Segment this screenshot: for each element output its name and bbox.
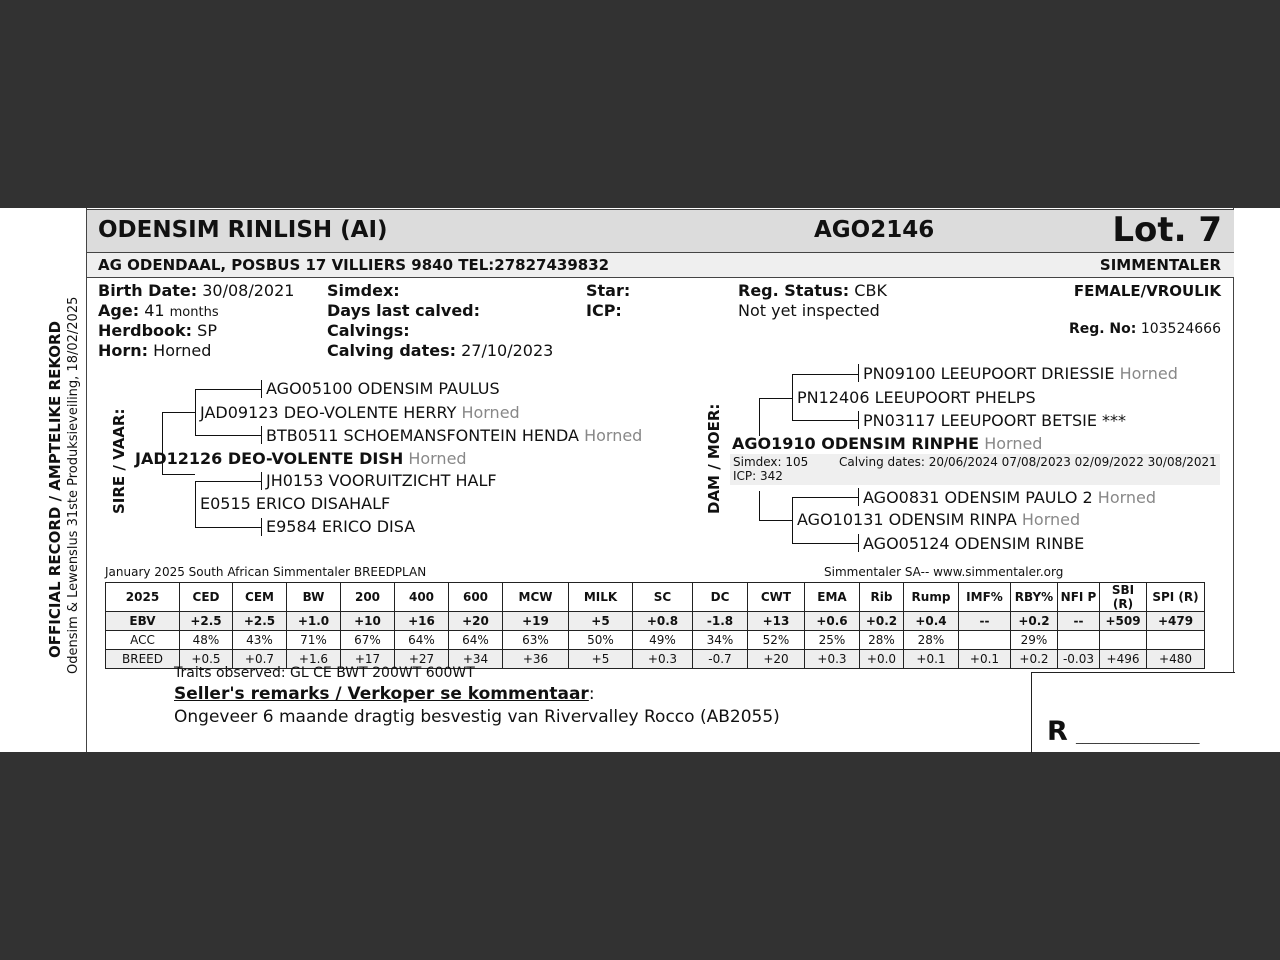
table-cell: -- [959, 612, 1011, 631]
table-cell: +479 [1147, 612, 1205, 631]
ds-bracket [792, 420, 858, 421]
table-cell: +0.8 [633, 612, 693, 631]
dam-dam-dam: AGO05124 ODENSIM RINBE [863, 534, 1085, 553]
table-cell: +2.5 [233, 612, 287, 631]
table-cell: EMA [805, 583, 860, 612]
table-cell: -- [1058, 612, 1100, 631]
breed-name: SIMMENTALER [1099, 256, 1221, 274]
acc-row [106, 631, 1205, 650]
seller-remarks-text: Ongeveer 6 maande dragtig besvestig van Rivervalley Rocco (AB2055) [174, 707, 780, 727]
table-cell: ACC [106, 631, 180, 650]
ss-bracket [195, 389, 196, 435]
sss-tick [261, 380, 262, 398]
table-cell: +509 [1100, 612, 1147, 631]
table-cell: CWT [748, 583, 805, 612]
table-cell: +0.4 [904, 612, 959, 631]
table-cell: +0.3 [805, 650, 860, 669]
traits-observed: Traits observed: GL CE BWT 200WT 600WT [174, 665, 475, 681]
dam-bracket [759, 491, 760, 521]
dam-bracket [759, 520, 792, 521]
table-cell: 67% [341, 631, 395, 650]
icp-label: ICP: [586, 301, 622, 320]
table-cell: +0.2 [1011, 650, 1058, 669]
dam-calving-dates: Calving dates: 20/06/2024 07/08/2023 02/09/2022 30/08/2021 [839, 455, 1217, 469]
calving-dates: Calving dates: 27/10/2023 [327, 341, 554, 360]
sd-bracket [195, 481, 196, 527]
table-cell: 600 [449, 583, 503, 612]
table-cell: +10 [341, 612, 395, 631]
table-cell: +13 [748, 612, 805, 631]
dam-sire-sire: PN09100 LEEUPOORT DRIESSIE Horned [863, 364, 1178, 383]
table-cell: Rump [904, 583, 959, 612]
table-cell: -0.03 [1058, 650, 1100, 669]
breedplan-caption: January 2025 South African Simmentaler BREEDPLAN [105, 565, 427, 579]
simdex-label: Simdex: [327, 281, 400, 300]
table-cell [959, 631, 1011, 650]
table-cell: +0.1 [959, 650, 1011, 669]
dam-simdex: Simdex: 105 [733, 455, 809, 469]
dam-label: DAM / MOER: [705, 403, 723, 514]
table-cell: +0.6 [805, 612, 860, 631]
table-cell: -1.8 [693, 612, 748, 631]
sire-sire: JAD09123 DEO-VOLENTE HERRY Horned [200, 403, 520, 422]
ss-bracket [195, 435, 261, 436]
dds-tick [858, 488, 859, 506]
table-cell: +17 [341, 650, 395, 669]
table-cell: BREED [106, 650, 180, 669]
table-cell: 64% [449, 631, 503, 650]
ds-bracket [792, 374, 793, 420]
table-cell: MCW [503, 583, 569, 612]
table-cell: 25% [805, 631, 860, 650]
sire-name: JAD12126 DEO-VOLENTE DISH Horned [135, 449, 467, 468]
table-cell: 64% [395, 631, 449, 650]
days-last-calved-label: Days last calved: [327, 301, 481, 320]
table-cell: +1.0 [287, 612, 341, 631]
table-cell [1100, 631, 1147, 650]
table-cell: 50% [569, 631, 633, 650]
table-cell: MILK [569, 583, 633, 612]
table-cell: CEM [233, 583, 287, 612]
dd-bracket [792, 497, 858, 498]
table-cell: +1.6 [287, 650, 341, 669]
table-cell: +5 [569, 650, 633, 669]
table-cell: DC [693, 583, 748, 612]
table-cell: 34% [693, 631, 748, 650]
dam-icp: ICP: 342 [733, 469, 783, 483]
table-cell: +0.2 [860, 612, 904, 631]
dam-sire: PN12406 LEEUPOORT PHELPS [797, 388, 1036, 407]
age: Age: 41 months [98, 301, 219, 320]
table-cell: 28% [904, 631, 959, 650]
table-cell: +0.1 [904, 650, 959, 669]
lot-card [0, 208, 1280, 752]
animal-name: ODENSIM RINLISH (AI) [98, 217, 388, 243]
table-cell: RBY% [1011, 583, 1058, 612]
dam-dam: AGO10131 ODENSIM RINPA Horned [797, 510, 1081, 529]
sds-tick [261, 472, 262, 490]
sire-dam: E0515 ERICO DISAHALF [200, 494, 391, 513]
seller-remarks-title: Seller's remarks / Verkoper se kommentaar: [174, 684, 595, 704]
price-symbol: R [1047, 716, 1068, 747]
table-cell: CED [180, 583, 233, 612]
table-cell: 71% [287, 631, 341, 650]
ss-bracket [195, 389, 261, 390]
sex: FEMALE/VROULIK [1073, 282, 1221, 300]
table-cell: SPI (R) [1147, 583, 1205, 612]
sdd-tick [261, 518, 262, 536]
table-cell: +0.2 [1011, 612, 1058, 631]
table-cell: +34 [449, 650, 503, 669]
table-cell: +0.7 [233, 650, 287, 669]
table-cell: +36 [503, 650, 569, 669]
sire-sire-dam: BTB0511 SCHOEMANSFONTEIN HENDA Horned [266, 426, 643, 445]
sire-bracket [162, 412, 195, 413]
reg-number: Reg. No: 103524666 [1068, 321, 1221, 337]
table-cell: 2025 [106, 583, 180, 612]
table-cell: 28% [860, 631, 904, 650]
table-cell: 48% [180, 631, 233, 650]
sire-bracket [162, 474, 195, 475]
table-cell: +0.3 [633, 650, 693, 669]
table-cell: -0.7 [693, 650, 748, 669]
dd-bracket [792, 543, 858, 544]
table-cell: +16 [395, 612, 449, 631]
table-cell: IMF% [959, 583, 1011, 612]
animal-code: AGO2146 [814, 217, 935, 243]
table-cell: +0.5 [180, 650, 233, 669]
dd-bracket [792, 497, 793, 543]
table-cell: +19 [503, 612, 569, 631]
dam-bracket [759, 398, 792, 399]
table-cell: +0.0 [860, 650, 904, 669]
lot-number: Lot. 7 [1112, 210, 1222, 250]
table-cell: BW [287, 583, 341, 612]
breedplan-table [105, 582, 1205, 669]
table-cell: 49% [633, 631, 693, 650]
table-cell: 63% [503, 631, 569, 650]
sd-bracket [195, 481, 261, 482]
table-cell: SBI (R) [1100, 583, 1147, 612]
breedplan-website: Simmentaler SA-- www.simmentaler.org [824, 565, 1064, 579]
inspection-status: Not yet inspected [738, 301, 880, 320]
table-cell: EBV [106, 612, 180, 631]
table-cell: 400 [395, 583, 449, 612]
table-cell: 200 [341, 583, 395, 612]
auction-event-label: Odensim & Lewenslus 31ste Produksieveiling, 18/02/2025 [66, 296, 81, 674]
table-cell [1058, 631, 1100, 650]
header-row [106, 583, 1205, 612]
ebv-row [106, 612, 1205, 631]
table-cell: +20 [748, 650, 805, 669]
herdbook: Herdbook: SP [98, 321, 217, 340]
dam-dam-sire: AGO0831 ODENSIM PAULO 2 Horned [863, 488, 1157, 507]
dam-sire-dam: PN03117 LEEUPOORT BETSIE *** [863, 411, 1127, 430]
calvings-label: Calvings: [327, 321, 410, 340]
sire-dam-sire: JH0153 VOORUITZICHT HALF [266, 471, 497, 490]
reg-status: Reg. Status: CBK [738, 281, 887, 300]
ds-bracket [792, 374, 858, 375]
dam-bracket [759, 398, 760, 436]
table-cell: Rib [860, 583, 904, 612]
table-cell: +27 [395, 650, 449, 669]
birth-date: Birth Date: 30/08/2021 [98, 281, 295, 300]
sire-dam-dam: E9584 ERICO DISA [266, 517, 416, 536]
table-cell: +5 [569, 612, 633, 631]
sd-bracket [195, 527, 261, 528]
ssd-tick [261, 426, 262, 444]
star-label: Star: [586, 281, 631, 300]
table-cell: 29% [1011, 631, 1058, 650]
table-cell: +496 [1100, 650, 1147, 669]
sire-sire-sire: AGO05100 ODENSIM PAULUS [266, 379, 500, 398]
table-cell: 52% [748, 631, 805, 650]
dsd-tick [858, 411, 859, 429]
table-cell: +2.5 [180, 612, 233, 631]
table-cell: 43% [233, 631, 287, 650]
ddd-tick [858, 534, 859, 552]
dss-tick [858, 364, 859, 382]
horn: Horn: Horned [98, 341, 212, 360]
owner-info: AG ODENDAAL, POSBUS 17 VILLIERS 9840 TEL:27827439832 [98, 256, 610, 274]
table-cell: +20 [449, 612, 503, 631]
sire-label: SIRE / VAAR: [110, 408, 128, 514]
price-input[interactable]: ___________________ [1076, 730, 1200, 745]
table-cell: +480 [1147, 650, 1205, 669]
table-cell: NFI P [1058, 583, 1100, 612]
official-record-label: OFFICIAL RECORD / AMPTELIKE REKORD [46, 320, 64, 658]
table-cell: SC [633, 583, 693, 612]
table-cell [1147, 631, 1205, 650]
dam-name: AGO1910 ODENSIM RINPHE Horned [732, 434, 1043, 453]
